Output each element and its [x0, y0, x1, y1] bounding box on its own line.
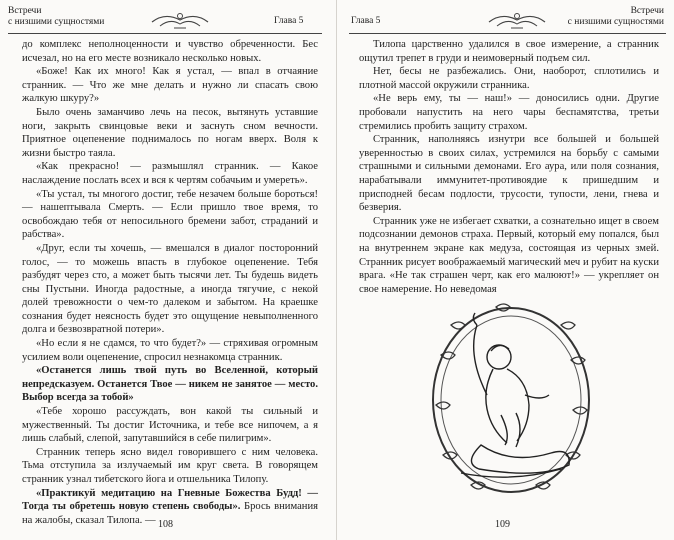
- left-page-number: 108: [158, 519, 173, 530]
- left-chapter-label: Глава 5: [274, 16, 304, 26]
- paragraph: «Ты устал, ты многого достиг, тебе незачем больше бороться! — нашептывала Смерть. — Если пришло твое время, то освобождаю тебя от непосильного бремени забот, страданий и рабства».: [22, 188, 318, 241]
- paragraph: «Останется лишь твой путь во Вселенной, который непредсказуем. Останется Твое — никем не занятое — место. Выбор всегда за тобой»: [22, 365, 318, 404]
- paragraph-tail: Брось внимания на жалобы, сказал Тилопа. —: [22, 501, 318, 526]
- paragraph: Было очень заманчиво лечь на песок, вытянуть уставшие ноги, закрыть свинцовые веки и заснуть сном вечности. Приятное оцепенение поднималось по ногам вверх. Воля к жизни быстро таяла.: [22, 106, 318, 159]
- paragraph: «Но если я не сдамся, то что будет?» — стряхивая огромным усилием воли оцепенение, спросил незнакомца странник.: [22, 338, 318, 363]
- right-running-title-text: Встречи с низшими сущностями: [567, 6, 664, 27]
- paragraph: Странник теперь ясно видел говорившего с ним человека. Тьма отступила за излучаемый им круг света. В говорящем странник узнал тибетского йога и отшельника Тилопу.: [22, 446, 318, 485]
- paragraph: «Не верь ему, ты — наш!» — доносились одни. Другие пробовали напустить на него чары беспамятства, третьи стремились пробить защиту страхом.: [359, 93, 659, 132]
- right-page-number: 109: [495, 519, 510, 530]
- left-running-title: [8, 6, 104, 28]
- header-ornament-icon: [487, 8, 547, 32]
- right-header-rule: [349, 33, 666, 34]
- left-body-text: [22, 38, 318, 527]
- meditating-figure-illustration-icon: [421, 295, 601, 505]
- paragraph: Странник уже не избегает схватки, а сознательно ищет в своем подсознании демонов страха. Первый, который ему попался, был на внутреннем экране как медуза, состоящая из черных змей. Странник рисует воображаемый магический меч и рубит на куски врага. «Не так страшен черт, как его малюют!» — укрепляет он свое намерение. Но неведомая: [359, 215, 659, 295]
- paragraph: Нет, бесы не разбежались. Они, наоборот, сплотились и плотной массой окружили странника.: [359, 66, 659, 91]
- paragraph: «Как прекрасно! — размышлял странник. — Какое наслаждение послать всех и вся к чертям собачьим и умереть».: [22, 161, 318, 186]
- paragraph: «Друг, если ты хочешь, — вмешался в диалог посторонний голос, — то можешь впасть в глубокое оцепенение. Тебя разбудят через сто, а может быть тысячи лет. Ты будешь видеть сны Пустыни. Иногда радостные, а иногда тягучие, с некой долей тревожности о чем-то далеком и забытом. На краешке сознания будет неясность будет это ощущение невыполненного долга и безвозвратной потери».: [22, 242, 318, 336]
- paragraph: Странник, наполняясь изнутри все большей и большей уверенностью в своих силах, устремился на борьбу с самыми страшными и сильными демонами. Его аура, или поля сознания, нарабатывали иммунитет-противоядие к пришедшим и присподней бесам подлости, трусости, тупости, лени, гнева и безверия.: [359, 134, 659, 214]
- left-running-title-text: Встречи с низшими сущностями: [8, 6, 105, 27]
- left-header-rule: [8, 33, 322, 34]
- right-body-text: [359, 38, 659, 296]
- paragraph: «Боже! Как их много! Как я устал, — впал в отчаяние странник. — Что же мне делать и нужно ли спасать свою жалкую шкуру?»: [22, 66, 318, 105]
- paragraph: Тилопа царственно удалился в свое измерение, а странник ощутил трепет в груди и неимоверный подъем сил.: [359, 39, 659, 64]
- right-chapter-label: Глава 5: [351, 16, 381, 26]
- header-ornament-icon: [150, 8, 210, 32]
- paragraph: «Тебе хорошо рассуждать, вон какой ты сильный и мужественный. Ты достиг Источника, и тебе все нипочем, а я лишь слабый, слепой, запутавшийся в себе пилигрим».: [22, 406, 318, 445]
- paragraph: «Практикуй медитацию на Гневные Божества Будд! — Тогда ты обретешь новую степень свободы». Брось внимания на жалобы, сказал Тилопа. —: [22, 487, 318, 526]
- right-running-title: [568, 6, 664, 28]
- right-page: [337, 0, 674, 540]
- paragraph: до комплекс неполноценности и чувство обреченности. Бес исчезал, но на его месте возникало несколько новых.: [22, 39, 318, 64]
